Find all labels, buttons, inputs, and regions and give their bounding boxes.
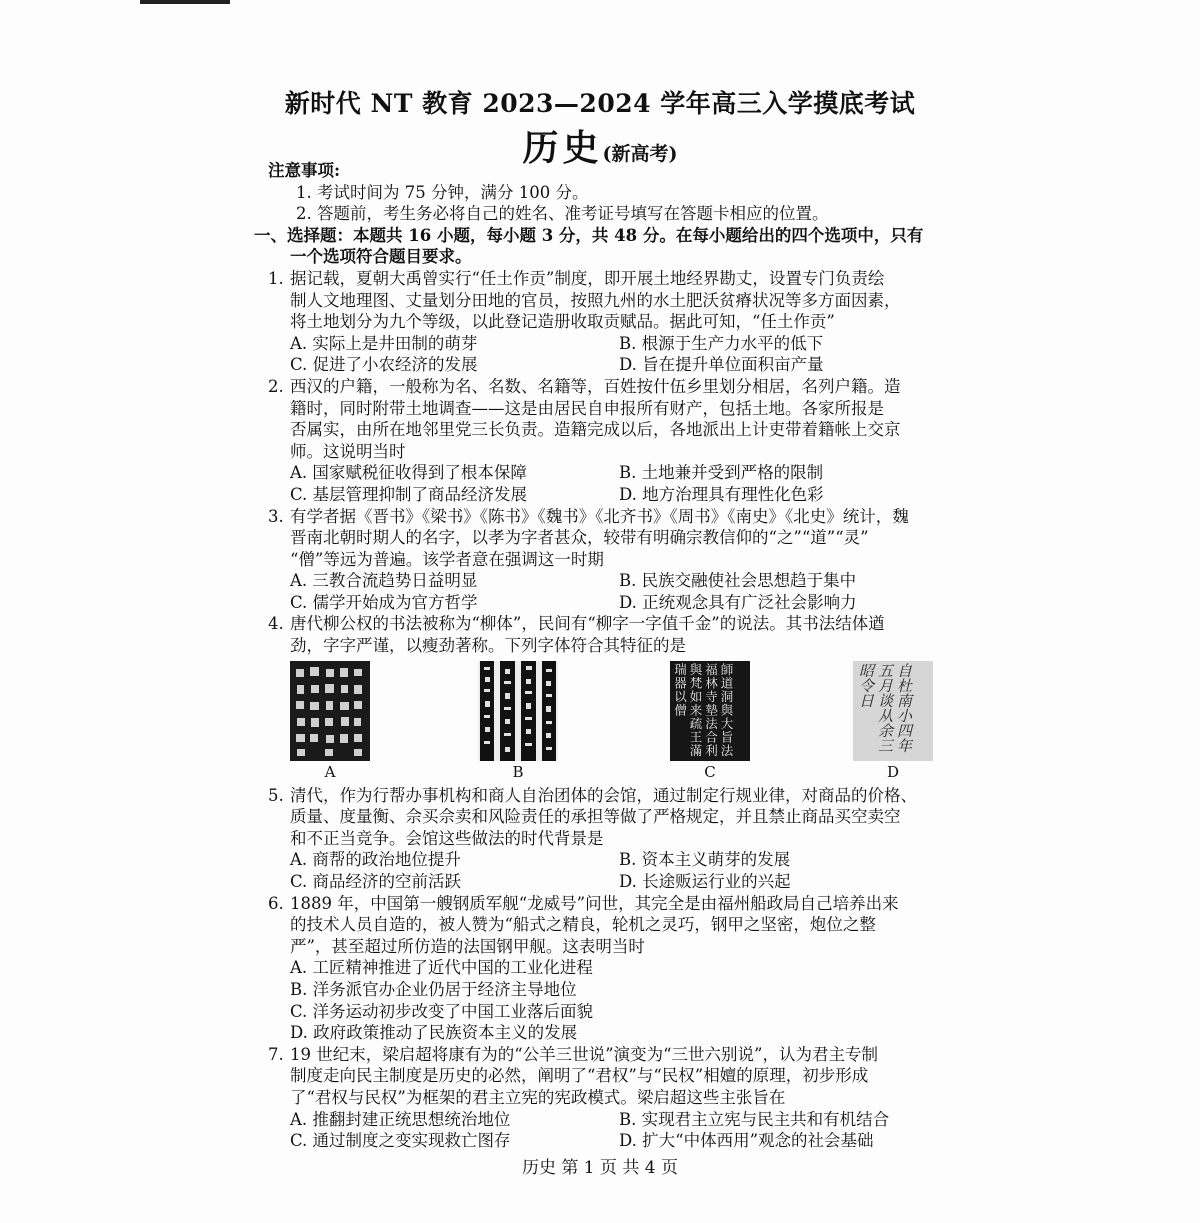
option-d: D. 旨在提升单位面积亩产量 bbox=[619, 355, 824, 375]
calligraphy-image-b bbox=[478, 661, 558, 761]
image-label-d: D bbox=[886, 762, 900, 781]
question-7 bbox=[268, 1044, 948, 1152]
question-text: 和不正当竞争。会馆这些做法的时代背景是 bbox=[290, 828, 604, 848]
question-text: 师。这说明当时 bbox=[290, 441, 406, 461]
option-a: A. 推翻封建正统思想统治地位 bbox=[290, 1109, 511, 1129]
option-b: B. 民族交融使社会思想趋于集中 bbox=[619, 571, 857, 591]
question-6 bbox=[268, 893, 948, 1044]
scan-smudge bbox=[140, 0, 230, 4]
question-text: 了“君权与民权”为框架的君主立宪的宪政模式。梁启超这些主张旨在 bbox=[290, 1087, 786, 1107]
question-text: 籍时，同时附带土地调查——这是由居民自申报所有财产，包括土地。各家所报是 bbox=[290, 398, 884, 418]
option-a: A. 国家赋税征收得到了根本保障 bbox=[290, 463, 527, 483]
option-b: B. 洋务派官办企业仍居于经济主导地位 bbox=[290, 980, 577, 999]
question-number: 5. bbox=[268, 785, 284, 805]
option-c: C. 基层管理抑制了商品经济发展 bbox=[290, 484, 528, 504]
question-5 bbox=[268, 785, 948, 893]
option-d: D. 正统观念具有广泛社会影响力 bbox=[619, 592, 857, 612]
question-2 bbox=[268, 376, 948, 506]
option-a: A. 工匠精神推进了近代中国的工业化进程 bbox=[290, 958, 593, 978]
option-b: B. 资本主义萌芽的发展 bbox=[619, 850, 791, 870]
exam-title: 新时代 NT 教育 2023—2024 学年高三入学摸底考试 bbox=[284, 89, 916, 118]
exam-body bbox=[254, 160, 948, 1152]
subject-name: 历史 bbox=[522, 127, 603, 169]
question-1 bbox=[268, 268, 948, 376]
question-text: “僧”等远为普遍。该学者意在强调这一时期 bbox=[290, 549, 604, 569]
question-number: 1. bbox=[268, 268, 284, 288]
option-c: C. 洋务运动初步改变了中国工业落后面貌 bbox=[290, 1001, 594, 1021]
option-c: C. 通过制度之变实现救亡图存 bbox=[290, 1131, 511, 1151]
option-c: C. 促进了小农经济的发展 bbox=[290, 355, 478, 375]
image-label-a: A bbox=[324, 762, 336, 781]
option-c: C. 商品经济的空前活跃 bbox=[290, 872, 462, 892]
question-text: 劲，字字严谨，以瘦劲著称。下列字体符合其特征的是 bbox=[290, 636, 686, 656]
question-text: 制人文地理图、丈量划分田地的官员，按照九州的水土肥沃贫瘠状况等多方面因素， bbox=[290, 290, 901, 310]
question-text: 否属实，由所在地邻里党三长负责。造籍完成以后，各地派出上计吏带着籍帐上交京 bbox=[290, 420, 901, 440]
notice-heading: 注意事项: bbox=[268, 161, 341, 180]
notice-item: 1. 考试时间为 75 分钟，满分 100 分。 bbox=[296, 182, 589, 202]
question-number: 4. bbox=[268, 614, 284, 634]
option-b: B. 根源于生产力水平的低下 bbox=[619, 333, 824, 353]
question-number: 6. bbox=[268, 893, 284, 913]
question-4 bbox=[268, 613, 948, 784]
calligraphy-image-d bbox=[853, 661, 933, 761]
option-a: A. 实际上是井田制的萌芽 bbox=[290, 333, 478, 353]
calligraphy-text-c: 師道洞與大旨法福林寺墊法合利與梵如来疏王滿瑞器以僧 bbox=[672, 662, 734, 758]
question-text: 晋南北朝时期人的名字，以孝为字者甚众，较带有明确宗教信仰的“之”“道”“灵” bbox=[290, 528, 869, 548]
option-b: B. 实现君主立宪与民主共和有机结合 bbox=[619, 1109, 890, 1129]
option-d: D. 政府政策推动了民族资本主义的发展 bbox=[290, 1023, 578, 1043]
option-d: D. 扩大“中体西用”观念的社会基础 bbox=[619, 1131, 874, 1151]
question-3 bbox=[268, 506, 948, 614]
question-text: 1889 年，中国第一艘钢质军舰“龙威号”问世，其完全是由福州船政局自己培养出来 bbox=[290, 893, 899, 913]
option-d: D. 地方治理具有理性化色彩 bbox=[619, 484, 824, 504]
question-text: 制度走向民主制度是历史的必然，阐明了“君权”与“民权”相嬗的原理，初步形成 bbox=[290, 1066, 869, 1086]
calligraphy-image-a bbox=[290, 661, 370, 761]
option-a: A. 三教合流趋势日益明显 bbox=[290, 571, 478, 591]
page-footer: 历史 第 1 页 共 4 页 bbox=[521, 1158, 679, 1178]
question-text: 西汉的户籍，一般称为名、名数、名籍等，百姓按什伍乡里划分相居，名列户籍。造 bbox=[290, 376, 901, 396]
image-label-c: C bbox=[704, 762, 716, 781]
calligraphy-images bbox=[268, 657, 948, 785]
question-text: 清代，作为行帮办事机构和商人自治团体的会馆，通过制定行规业律，对商品的价格、 bbox=[290, 785, 917, 805]
option-d: D. 长途贩运行业的兴起 bbox=[619, 872, 791, 892]
question-text: 将土地划分为九个等级，以此登记造册收取贡赋品。据此可知，“任土作贡” bbox=[290, 312, 835, 332]
question-text: 19 世纪末，梁启超将康有为的“公羊三世说”演变为“三世六别说”，认为君主专制 bbox=[290, 1044, 878, 1064]
notice-item: 2. 答题前，考生务必将自己的姓名、准考证号填写在答题卡相应的位置。 bbox=[296, 204, 829, 224]
option-b: B. 土地兼并受到严格的限制 bbox=[619, 463, 824, 483]
option-c: C. 儒学开始成为官方哲学 bbox=[290, 592, 478, 612]
question-text: 唐代柳公权的书法被称为“柳体”，民间有“柳字一字值千金”的说法。其书法结体遒 bbox=[290, 614, 885, 634]
question-number: 3. bbox=[268, 506, 284, 526]
image-label-b: B bbox=[512, 762, 524, 781]
calligraphy-image-c bbox=[670, 661, 750, 761]
option-a: A. 商帮的政治地位提升 bbox=[290, 850, 461, 870]
question-text: 严”，甚至超过所仿造的法国钢甲舰。这表明当时 bbox=[290, 936, 645, 956]
subject-note: (新高考) bbox=[602, 143, 678, 165]
question-text: 质量、度量衡、佘买佘卖和风险责任的承担等做了严格规定，并且禁止商品买空卖空 bbox=[290, 807, 901, 827]
calligraphy-text-d: 自杜南小四年五月谈从余三昭令日 bbox=[857, 662, 913, 753]
question-text: 的技术人员自造的，被人赞为“船式之精良，轮机之灵巧，钢甲之坚密，炮位之整 bbox=[290, 915, 876, 935]
question-text: 据记载，夏朝大禹曾实行“任土作贡”制度，即开展土地经界勘丈，设置专门负责绘 bbox=[290, 268, 885, 288]
section-heading: 一、选择题：本题共 16 小题，每小题 3 分，共 48 分。在每小题给出的四个选项中，只有 bbox=[254, 225, 924, 245]
question-text: 有学者据《晋书》《梁书》《陈书》《魏书》《北齐书》《周书》《南史》《北史》统计，魏 bbox=[290, 506, 909, 526]
question-number: 2. bbox=[268, 376, 284, 396]
question-number: 7. bbox=[268, 1044, 284, 1064]
section-heading-cont: 一个选项符合题目要求。 bbox=[290, 247, 472, 267]
